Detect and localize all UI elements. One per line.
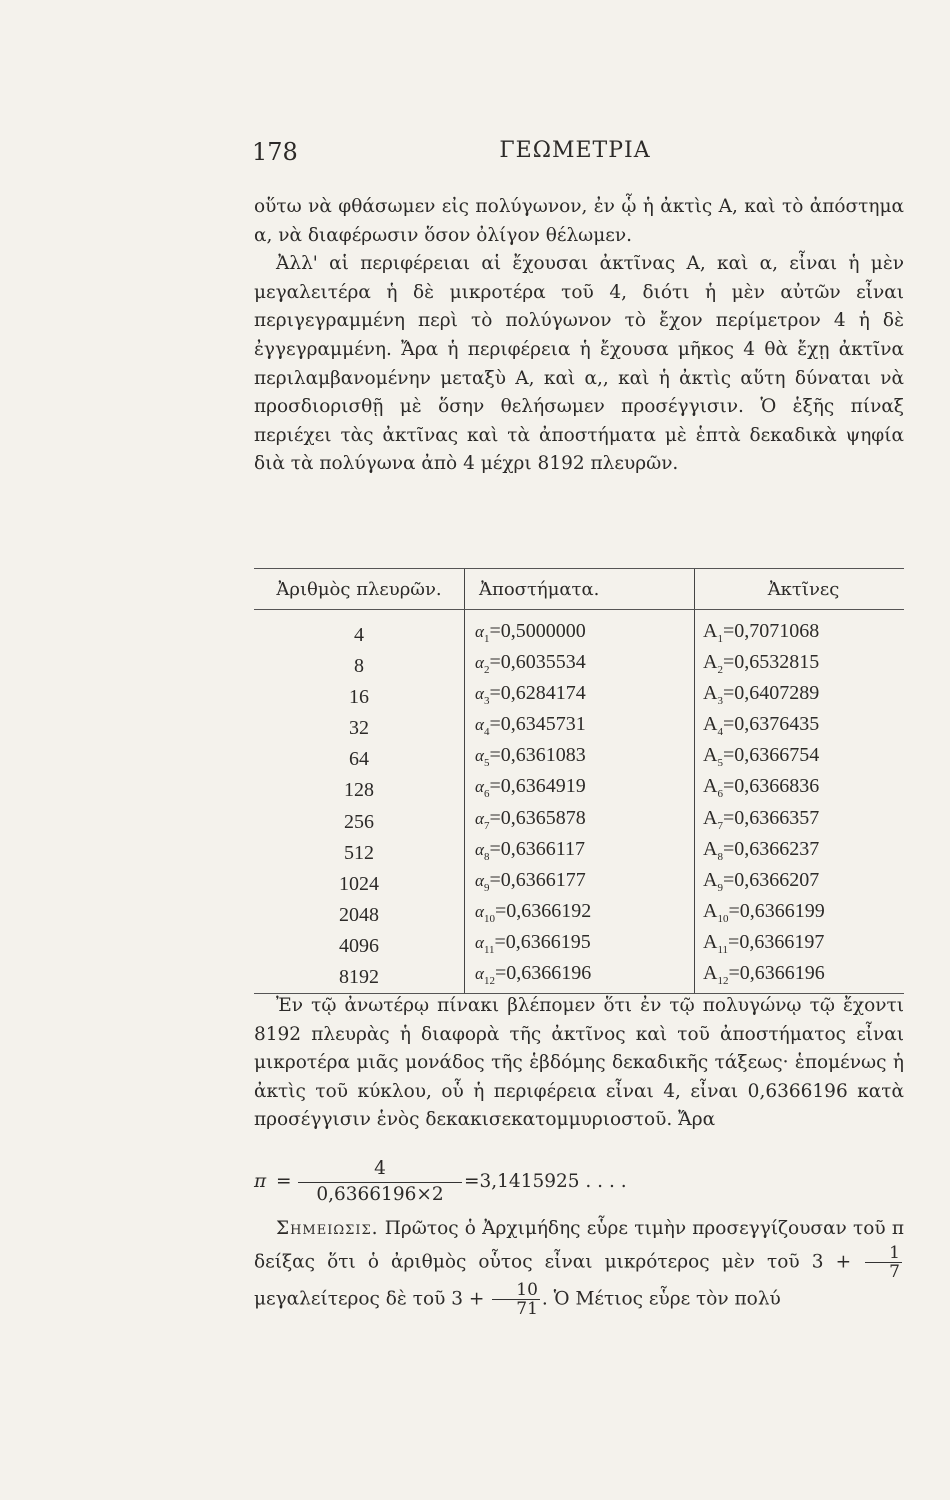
radius-index: 5 xyxy=(717,757,723,770)
radius-index: 2 xyxy=(717,664,723,677)
apothem-value: =0,5000000 xyxy=(489,620,586,642)
apothem-value: =0,6365878 xyxy=(489,806,586,829)
apothem-cell xyxy=(465,744,695,775)
radius-symbol: Α xyxy=(703,682,718,705)
running-title: ΓΕΩΜΕΤΡΙΑ xyxy=(499,138,651,163)
apothem-value: =0,6345731 xyxy=(489,713,586,736)
table-row xyxy=(254,900,904,931)
radius-cell xyxy=(695,931,905,962)
formula-pi: π xyxy=(254,1171,267,1192)
note-text-3: . Ὁ Μέτιος εὗρε τὸν πολύ xyxy=(541,1288,781,1310)
apothem-value: =0,6364919 xyxy=(489,775,586,798)
fraction-bar xyxy=(298,1182,462,1183)
note-paragraph xyxy=(254,1215,904,1318)
page-header xyxy=(250,138,900,174)
intro-paragraph-2: Ἀλλ' αἱ περιφέρειαι αἱ ἔχουσαι ἀκτῖνας Α, καὶ α, εἶναι ἡ μὲν μεγαλειτέρα ἡ δὲ μικροτέρα τοῦ 4, διότι ἡ μὲν αὐτῶν εἶναι περιγεγραμμένη περὶ τὸ πολύγωνον τὸ ἔχον περίμετρον 4 ἡ δὲ ἐγγεγραμμένη. Ἄρα ἡ περιφέρεια ἡ ἔχουσα μῆκος 4 θὰ ἔχῃ ἀκτῖνα περιλαμβανομένην μεταξὺ Α, καὶ α,, καὶ ἡ ἀκτὶς αὕτη δύναται νὰ προσδιορισθῇ μὲ ὅσην θελήσωμεν προσέγγισιν. Ὁ ἑξῆς πίναξ περιέχει τὰς ἀκτῖνας καὶ τὰ ἀποστήματα μὲ ἑπτὰ δεκαδικὰ ψηφία διὰ τὰ πολύγωνα ἀπὸ 4 μέχρι 8192 πλευρῶν. xyxy=(254,253,904,475)
formula-fraction xyxy=(298,1158,462,1205)
radius-symbol: Α xyxy=(703,868,718,891)
radius-cell xyxy=(695,838,905,869)
apothem-symbol: α xyxy=(475,839,484,859)
apothem-index: 11 xyxy=(483,943,495,956)
intro-text xyxy=(254,193,904,479)
radius-value: =0,6366199 xyxy=(728,899,825,922)
apothem-value: =0,6366195 xyxy=(494,930,591,953)
radius-index: 11 xyxy=(717,943,729,956)
apothem-symbol: α xyxy=(475,901,484,921)
radius-index: 4 xyxy=(717,726,723,739)
apothem-cell xyxy=(465,962,695,994)
table-body xyxy=(254,610,904,994)
apothem-symbol: α xyxy=(475,715,484,735)
apothem-value: =0,6284174 xyxy=(489,682,586,705)
apothem-index: 2 xyxy=(483,664,490,677)
radius-cell xyxy=(695,682,905,713)
apothem-value: =0,6361083 xyxy=(489,744,586,767)
apothem-index: 9 xyxy=(483,881,490,894)
formula-equals: = xyxy=(276,1171,292,1192)
radius-cell xyxy=(695,900,905,931)
frac1-denominator: 7 xyxy=(889,1261,900,1282)
apothem-cell xyxy=(465,931,695,962)
fraction-one-seventh xyxy=(865,1244,902,1281)
table-row xyxy=(254,713,904,744)
table-header-row xyxy=(254,569,904,610)
radius-value: =0,6366357 xyxy=(722,806,820,829)
radius-cell xyxy=(695,807,905,838)
table-row xyxy=(254,807,904,838)
pi-formula xyxy=(254,1158,904,1210)
radius-value: =0,6532815 xyxy=(722,651,820,674)
table-row xyxy=(254,610,904,652)
sides-cell: 8192 xyxy=(254,962,465,994)
radius-index: 1 xyxy=(717,633,723,645)
radius-cell xyxy=(695,744,905,775)
apothem-cell xyxy=(465,651,695,682)
apothem-symbol: α xyxy=(475,932,484,952)
apothem-cell xyxy=(465,610,695,652)
apothem-symbol: α xyxy=(475,964,484,984)
radius-symbol: Α xyxy=(703,713,718,736)
radius-cell xyxy=(695,775,905,806)
formula-denominator: 0,6366196×2 xyxy=(316,1184,444,1205)
table-row xyxy=(254,682,904,713)
radius-value: =0,6366754 xyxy=(722,744,820,767)
sides-cell: 64 xyxy=(349,748,369,771)
formula-numerator: 4 xyxy=(374,1158,386,1179)
apothem-index: 4 xyxy=(483,726,490,739)
apothem-symbol: α xyxy=(475,684,484,704)
apothem-index: 3 xyxy=(483,695,490,708)
sides-cell: 1024 xyxy=(339,872,379,895)
apothem-value: =0,6366117 xyxy=(489,837,585,860)
apothem-value: =0,6366196 xyxy=(494,962,592,985)
apothem-cell xyxy=(465,869,695,900)
radius-index: 8 xyxy=(717,850,723,863)
frac1-numerator: 1 xyxy=(865,1244,902,1263)
radius-symbol: Α xyxy=(703,930,718,953)
radius-cell xyxy=(695,869,905,900)
sides-cell: 512 xyxy=(344,841,374,864)
radius-symbol: Α xyxy=(703,775,718,798)
radius-cell xyxy=(695,962,905,994)
note-text-1: Πρῶτος ὁ Ἀρχιμήδης εὗρε τιμὴν προσεγγίζουσαν τοῦ π δείξας ὅτι ὁ ἀριθμὸς οὗτος εἶναι μικρότερος μὲν τοῦ 3 + xyxy=(254,1218,904,1273)
radius-cell xyxy=(695,651,905,682)
polygon-table xyxy=(254,568,904,994)
table-row xyxy=(254,775,904,806)
apothem-index: 12 xyxy=(483,975,495,988)
apothem-value: =0,6366177 xyxy=(489,868,586,891)
sides-cell: 4096 xyxy=(339,934,379,957)
frac2-denominator: 71 xyxy=(516,1298,538,1319)
apothem-index: 5 xyxy=(483,757,490,770)
radius-symbol: Α xyxy=(703,837,718,860)
apothem-index: 6 xyxy=(483,788,490,801)
radius-cell xyxy=(695,610,905,652)
radius-value: =0,6366197 xyxy=(728,930,825,953)
sides-cell: 2048 xyxy=(339,903,379,926)
header-sides: Ἀριθμὸς πλευρῶν. xyxy=(254,569,465,610)
intro-paragraph-1: οὕτω νὰ φθάσωμεν εἰς πολύγωνον, ἐν ᾧ ἡ ἀκτὶς Α, καὶ τὸ ἀπόστημα α, νὰ διαφέρωσιν ὅσον ὀλίγον θέλωμεν. xyxy=(254,196,904,246)
table-row xyxy=(254,651,904,682)
radius-value: =0,6366207 xyxy=(722,868,820,891)
radius-value: =0,6366196 xyxy=(728,962,825,985)
radius-symbol: Α xyxy=(703,651,718,674)
table-row xyxy=(254,744,904,775)
apothem-symbol: α xyxy=(475,870,484,890)
apothem-cell xyxy=(465,838,695,869)
apothem-value: =0,6035534 xyxy=(489,651,586,674)
radius-cell xyxy=(695,713,905,744)
header-apothems: Ἀποστήματα. xyxy=(465,569,695,610)
frac2-numerator: 10 xyxy=(492,1281,540,1300)
apothem-cell xyxy=(465,900,695,931)
table-row xyxy=(254,931,904,962)
radius-value: =0,6366836 xyxy=(722,775,820,798)
apothem-symbol: α xyxy=(475,808,484,828)
radius-value: =0,6366237 xyxy=(722,837,820,860)
header-radii: Ἀκτῖνες xyxy=(695,569,905,610)
radius-symbol: Α xyxy=(703,806,718,829)
apothem-cell xyxy=(465,713,695,744)
formula-result: =3,1415925 . . . . xyxy=(464,1171,627,1192)
page-number: 178 xyxy=(252,138,298,166)
apothem-index: 1 xyxy=(483,633,490,645)
radius-index: 7 xyxy=(717,819,723,832)
radius-value: =0,7071068 xyxy=(722,620,820,642)
apothem-symbol: α xyxy=(475,746,484,766)
radius-symbol: Α xyxy=(703,962,718,985)
radius-index: 12 xyxy=(717,975,729,988)
table-row xyxy=(254,962,904,994)
apothem-symbol: α xyxy=(475,777,484,797)
radius-index: 9 xyxy=(717,881,723,894)
after-table-paragraph: Ἐν τῷ ἀνωτέρῳ πίνακι βλέπομεν ὅτι ἐν τῷ πολυγώνῳ τῷ ἔχοντι 8192 πλευρὰς ἡ διαφορὰ τῆς ἀκτῖνος καὶ τοῦ ἀποστήματος εἶναι μικροτέρα μιᾶς μονάδος τῆς ἑβδόμης δεκαδικῆς τάξεως· ἑπομένως ἡ ἀκτὶς τοῦ κύκλου, οὗ ἡ περιφέρεια εἶναι 4, εἶναι 0,6366196 κατὰ προσέγγισιν ἑνὸς δεκακισεκατομμυριοστοῦ. Ἄρα xyxy=(254,995,904,1131)
apothem-symbol: α xyxy=(475,622,484,641)
apothem-index: 8 xyxy=(483,850,490,863)
apothem-cell xyxy=(465,807,695,838)
table-row xyxy=(254,869,904,900)
sides-cell: 8 xyxy=(354,655,364,678)
apothem-index: 10 xyxy=(483,912,495,925)
table-row xyxy=(254,838,904,869)
sides-cell: 16 xyxy=(349,686,369,709)
radius-index: 3 xyxy=(717,695,723,708)
radius-symbol: Α xyxy=(703,744,718,767)
sides-cell: 128 xyxy=(344,779,374,802)
apothem-value: =0,6366192 xyxy=(494,899,592,922)
radius-index: 10 xyxy=(717,912,729,925)
radius-value: =0,6376435 xyxy=(722,713,820,736)
note-text xyxy=(254,1215,904,1318)
note-label: Σημειωσις. xyxy=(276,1218,379,1239)
radius-symbol: Α xyxy=(703,899,718,922)
radius-symbol: Α xyxy=(703,620,718,642)
apothem-cell xyxy=(465,775,695,806)
after-table-text xyxy=(254,992,904,1135)
sides-cell: 256 xyxy=(344,810,374,833)
sides-cell: 4 xyxy=(354,624,364,646)
apothem-cell xyxy=(465,682,695,713)
radius-value: =0,6407289 xyxy=(722,682,820,705)
sides-cell: 32 xyxy=(349,717,369,740)
fraction-ten-seventyfirst xyxy=(492,1281,540,1318)
radius-index: 6 xyxy=(717,788,723,801)
apothem-symbol: α xyxy=(475,653,484,673)
note-text-2: μεγαλείτερος δὲ τοῦ 3 + xyxy=(254,1288,491,1310)
apothem-index: 7 xyxy=(483,819,490,832)
